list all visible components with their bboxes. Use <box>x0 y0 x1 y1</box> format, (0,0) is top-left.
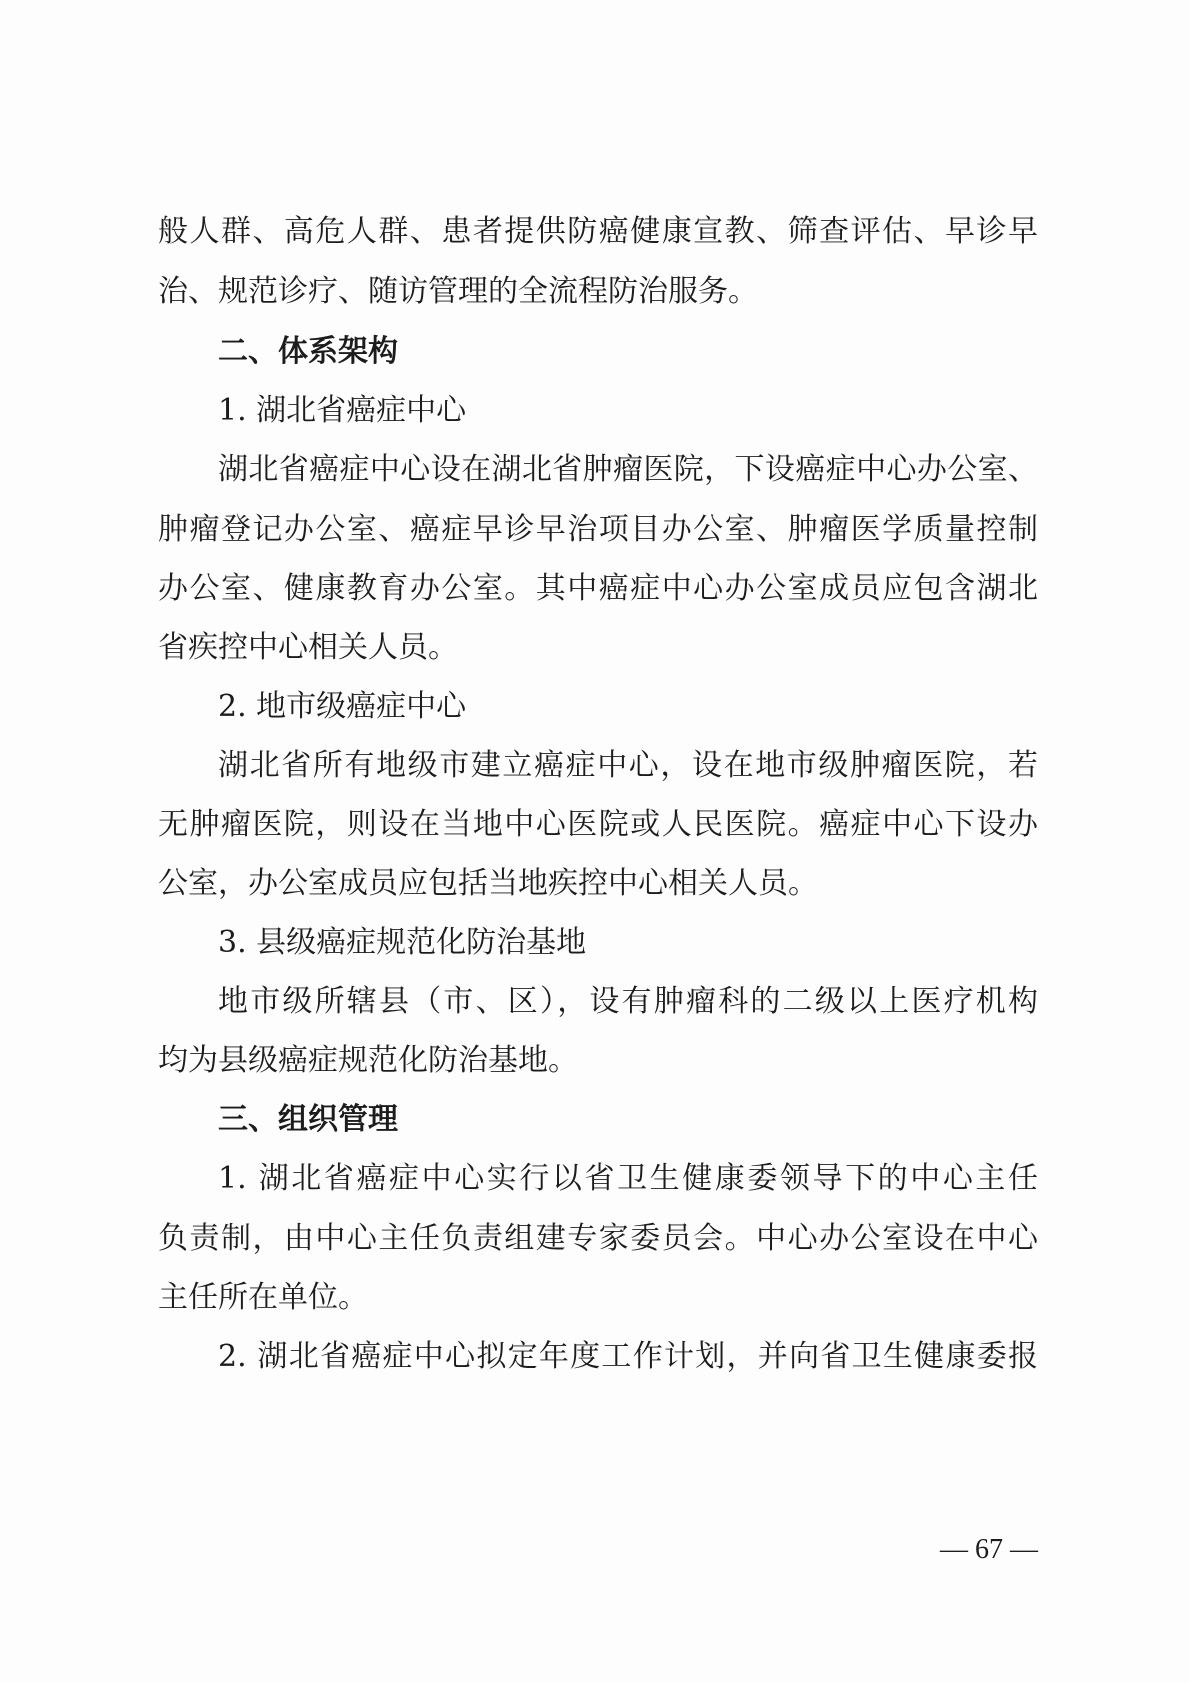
body-text-line: 地市级所辖县（市、区），设有肿瘤科的二级以上医疗机构 <box>218 984 1038 1019</box>
body-text-line: 均为县级癌症规范化防治基地。 <box>158 1043 578 1078</box>
body-text-line: 公室，办公室成员应包括当地疾控中心相关人员。 <box>158 866 818 901</box>
body-text-line: 治、规范诊疗、随访管理的全流程防治服务。 <box>158 274 758 309</box>
section-heading: 二、体系架构 <box>218 334 398 369</box>
subsection-title: 1. 湖北省癌症中心 <box>218 393 467 428</box>
body-text-line: 负责制，由中心主任负责组建专家委员会。中心办公室设在中心 <box>158 1221 1038 1256</box>
body-text-line: 无肿瘤医院，则设在当地中心医院或人民医院。癌症中心下设办 <box>158 807 1038 842</box>
body-text-line: 2. 湖北省癌症中心拟定年度工作计划，并向省卫生健康委报 <box>218 1339 1038 1374</box>
body-text-line: 湖北省癌症中心设在湖北省肿瘤医院，下设癌症中心办公室、 <box>218 452 1038 487</box>
subsection-title: 3. 县级癌症规范化防治基地 <box>218 925 587 960</box>
body-text-line: 1. 湖北省癌症中心实行以省卫生健康委领导下的中心主任 <box>218 1161 1038 1196</box>
body-text-line: 肿瘤登记办公室、癌症早诊早治项目办公室、肿瘤医学质量控制 <box>158 512 1038 547</box>
body-text-line: 主任所在单位。 <box>158 1280 368 1315</box>
body-text-line: 湖北省所有地级市建立癌症中心，设在地市级肿瘤医院，若 <box>218 748 1038 783</box>
body-text-line: 般人群、高危人群、患者提供防癌健康宣教、筛查评估、早诊早 <box>158 214 1038 249</box>
section-heading: 三、组织管理 <box>218 1102 398 1137</box>
body-text-line: 办公室、健康教育办公室。其中癌症中心办公室成员应包含湖北 <box>158 571 1038 606</box>
page-number: — 67 — <box>940 1534 1038 1565</box>
body-text-line: 省疾控中心相关人员。 <box>158 630 458 665</box>
subsection-title: 2. 地市级癌症中心 <box>218 689 467 724</box>
